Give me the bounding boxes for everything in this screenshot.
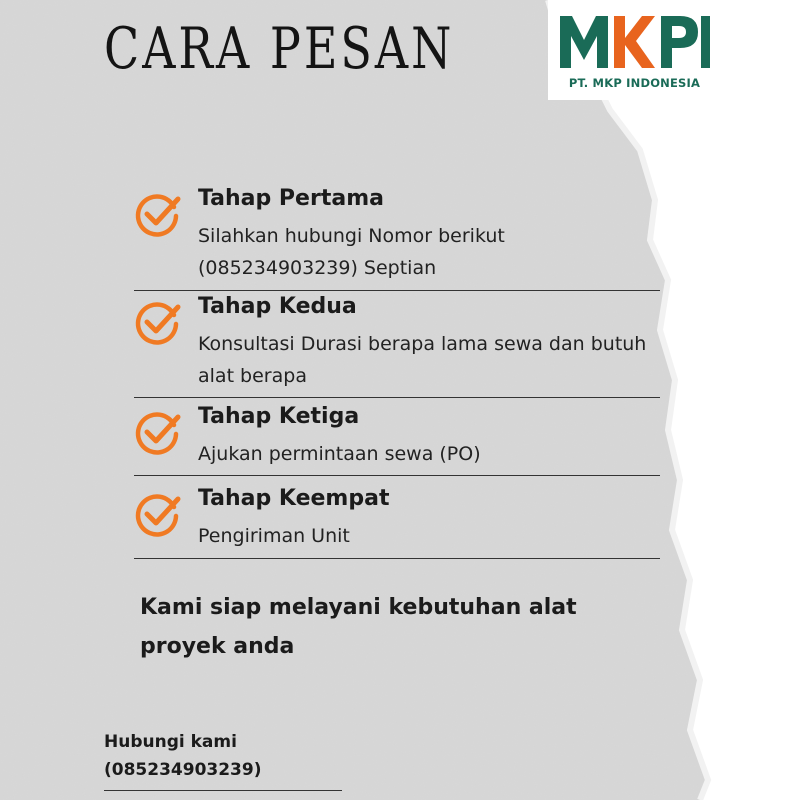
company-name: PT. MKP INDONESIA xyxy=(568,76,701,90)
step-description: Konsultasi Durasi berapa lama sewa dan butuh alat berapa xyxy=(198,333,647,387)
contact-phone[interactable]: (085234903239) xyxy=(104,760,262,780)
check-circle-icon xyxy=(134,298,182,346)
tagline: Kami siap melayani kebutuhan alat proyek anda xyxy=(140,595,577,659)
step-description: Ajukan permintaan sewa (PO) xyxy=(198,443,481,465)
page-title: CARA PESAN xyxy=(104,14,455,82)
check-circle-icon xyxy=(134,190,182,238)
contact-label: Hubungi kami xyxy=(104,732,237,752)
step-title: Tahap Pertama xyxy=(198,186,384,211)
step-title: Tahap Keempat xyxy=(198,486,390,511)
step-1 xyxy=(134,186,660,291)
mkpi-logo-mark xyxy=(558,10,711,74)
step-description: Silahkan hubungi Nomor berikut (085234903239) Septian xyxy=(198,225,505,279)
step-3 xyxy=(134,404,660,476)
step-4 xyxy=(134,486,660,559)
step-title: Tahap Ketiga xyxy=(198,404,360,429)
check-circle-icon xyxy=(134,490,182,538)
company-logo xyxy=(548,0,721,100)
divider xyxy=(104,790,342,791)
contact-block xyxy=(104,728,344,784)
step-2 xyxy=(134,294,660,398)
check-circle-icon xyxy=(134,408,182,456)
step-description: Pengiriman Unit xyxy=(198,525,350,547)
step-title: Tahap Kedua xyxy=(198,294,357,319)
